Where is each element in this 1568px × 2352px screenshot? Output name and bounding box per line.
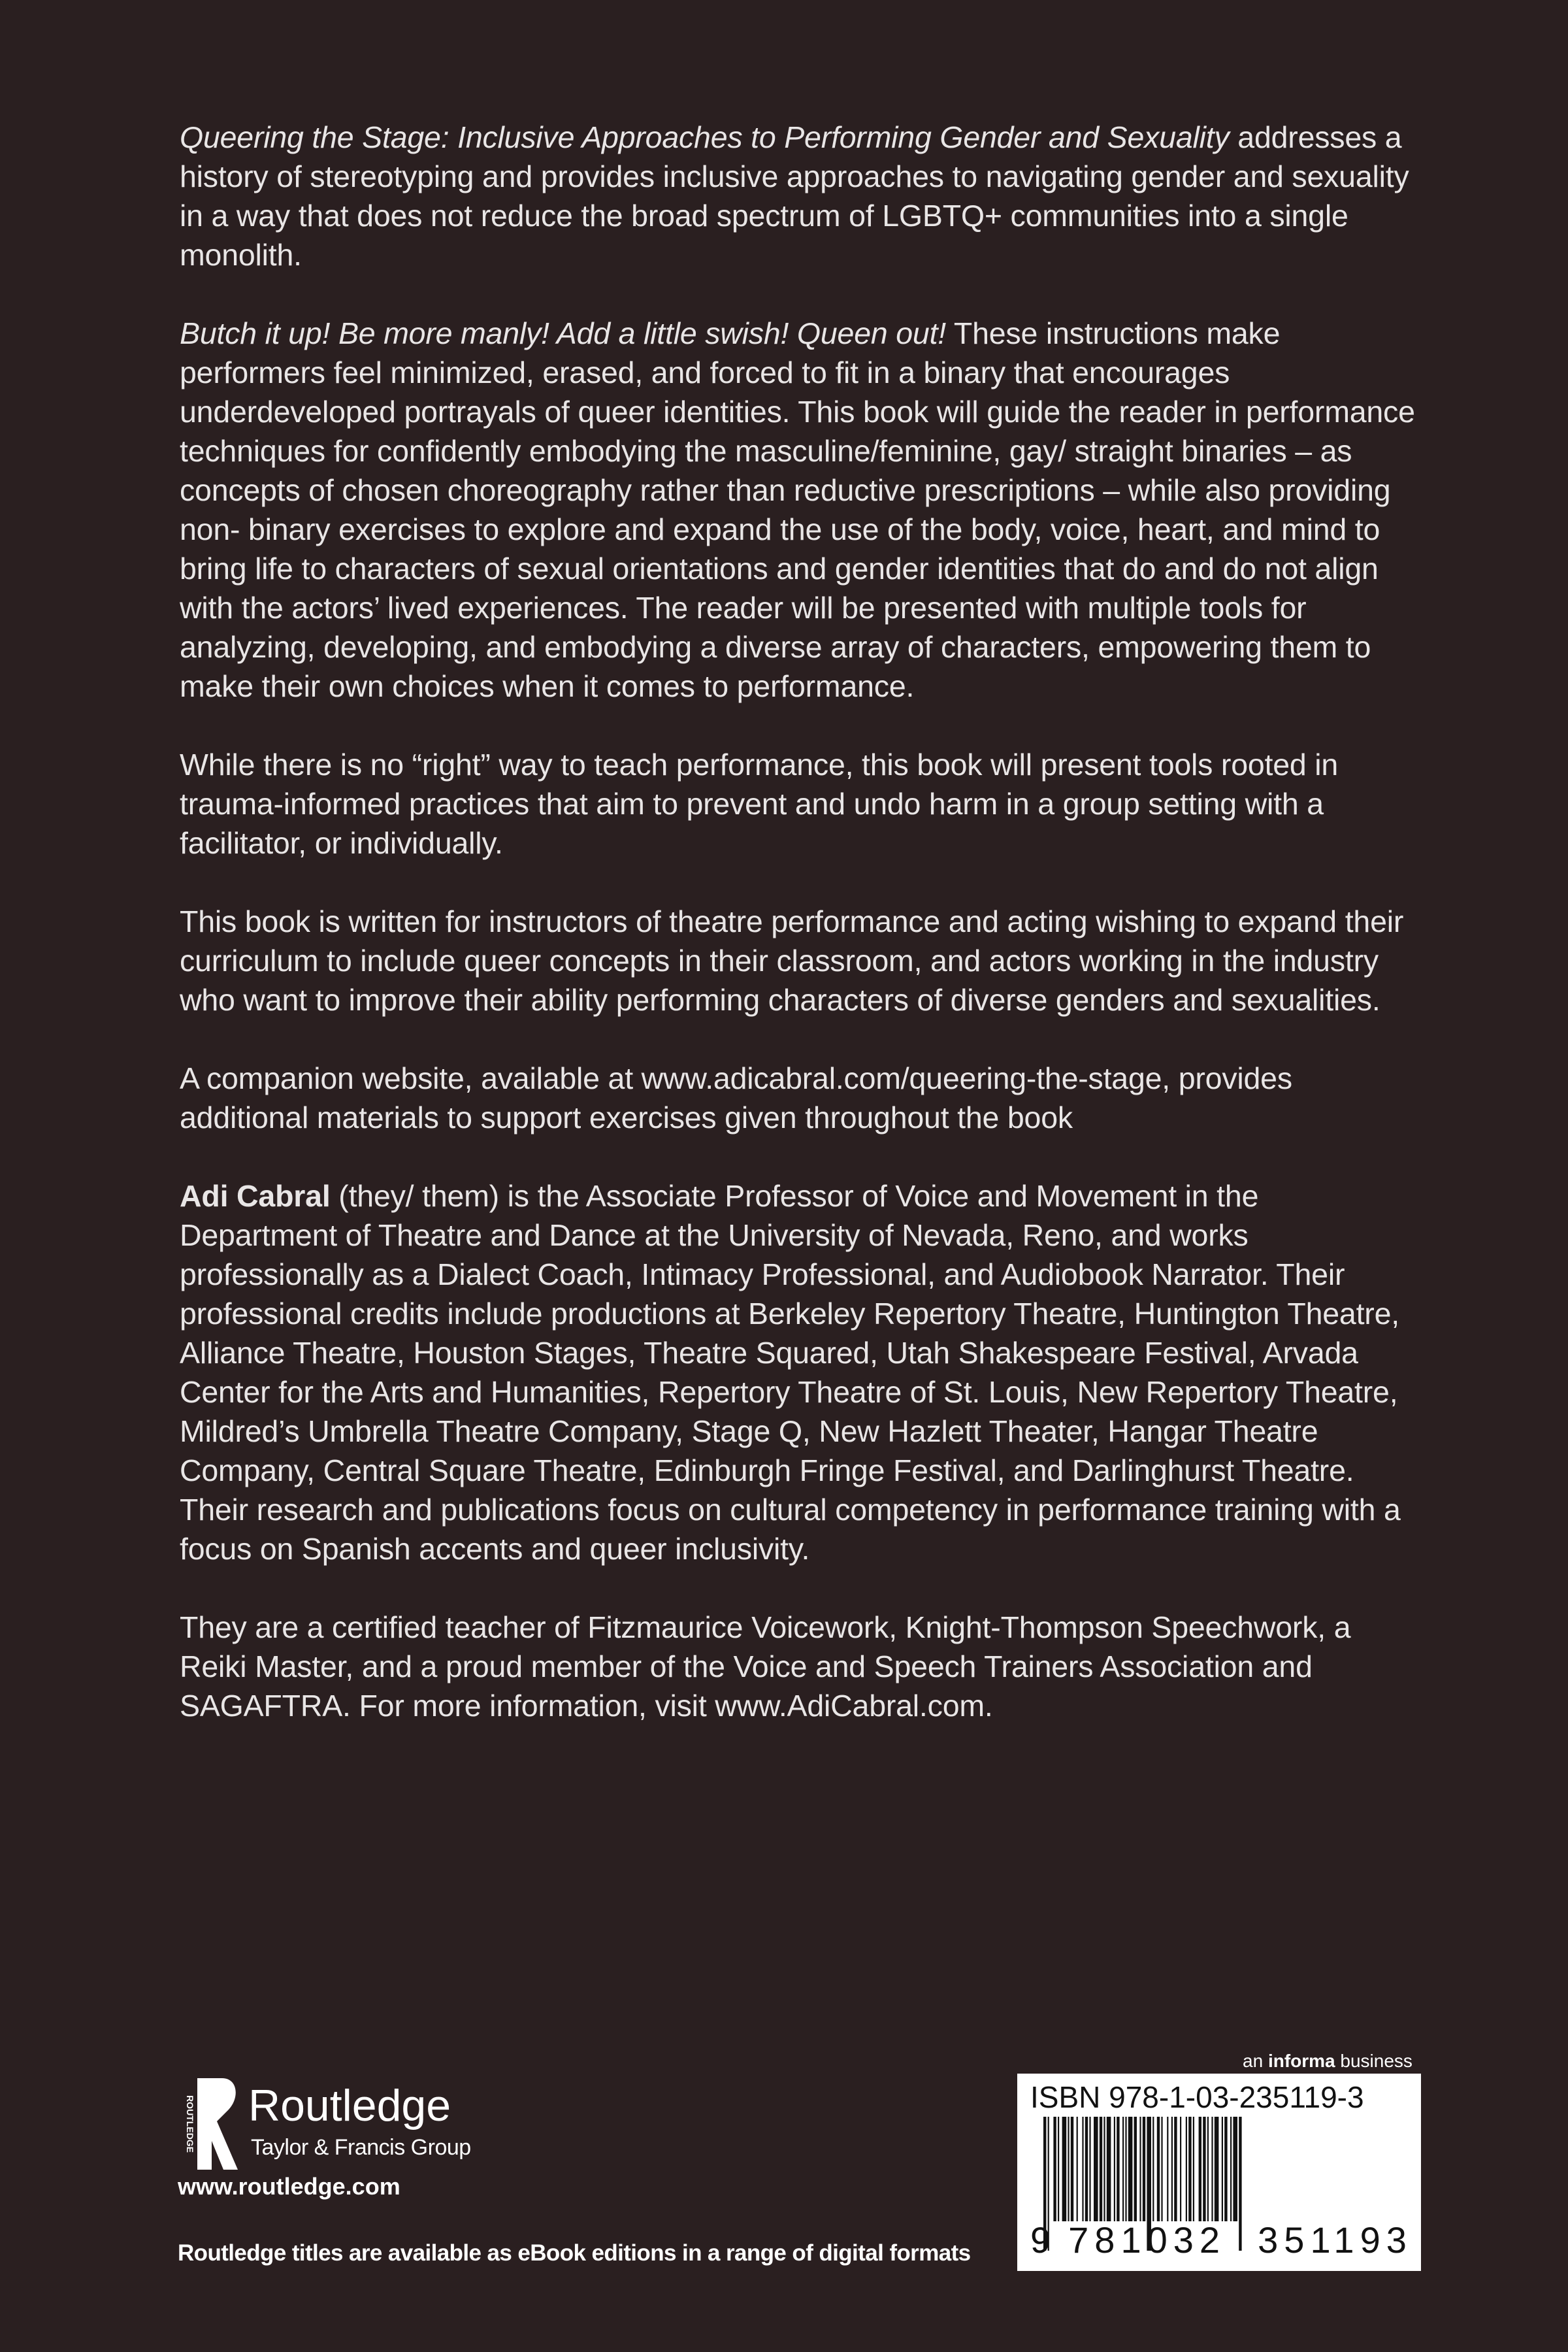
barcode-bar bbox=[1199, 2117, 1201, 2221]
barcode-bar bbox=[1222, 2117, 1223, 2221]
author-bio-text: (they/ them) is the Associate Professor of Voice and Movement in the Department of Theatre and Dance at the University of Nevada, Reno, and works professionally as a Dialect Coach, Intimacy Professional, and Audiobook Narrator. Their professional credits include productions at Berkeley Repertory Theatre, Huntington Theatre, Alliance Theatre, Houston Stages, Theatre Squared, Utah Shakespeare Festival, Arvada Center for the Arts and Humanities, Repertory Theatre of St. Louis, New Repertory Theatre, Mildred’s Umbrella Theatre Company, Stage Q, New Hazlett Theater, Hangar Theatre Company, Central Square Theatre, Edinburgh Fringe Festival, and Darlinghurst Theatre. Their research and publications focus on cultural competency in performance training with a focus on Spanish accents and queer inclusivity. bbox=[180, 1179, 1401, 1566]
barcode-bar bbox=[1171, 2117, 1173, 2221]
barcode-bar bbox=[1085, 2117, 1088, 2221]
barcode-bar bbox=[1167, 2117, 1168, 2221]
barcode-bar bbox=[1122, 2117, 1124, 2221]
barcode-bar bbox=[1077, 2117, 1078, 2221]
author-credentials-paragraph: They are a certified teacher of Fitzmaurice Voicework, Knight-Thompson Speechwork, a Reiki Master, and a proud member of the Voice and Speech Trainers Association and SAGAFTRA. For more information, visit www.AdiCabral.com. bbox=[180, 1610, 1351, 1723]
barcode-bar bbox=[1125, 2117, 1126, 2221]
book-title: Queering the Stage: Inclusive Approaches to Performing Gender and Sexuality bbox=[180, 120, 1230, 154]
barcode-bar bbox=[1089, 2117, 1090, 2221]
isbn-digits: 9 781032 351193 bbox=[1030, 2219, 1413, 2261]
publisher-name: Routledge bbox=[248, 2081, 451, 2130]
description-text: These instructions make performers feel minimized, erased, and forced to fit in a binary that encourages underdeveloped portrayals of queer identities. This book will guide the reader in performance techniques for confidently embodying the masculine/feminine, gay/ straight binaries – as concepts of chosen choreography rather than reductive prescriptions – while also providing non- binary exercises to explore and expand the use of the body, voice, heart, and mind to bring life to characters of sexual orientations and gender identities that do and do not align with the actors’ lived experiences. The reader will be presented with multiple tools for analyzing, developing, and embodying a diverse array of characters, empowering them to make their own choices when it comes to performance. bbox=[180, 316, 1415, 703]
barcode-bar bbox=[1174, 2117, 1177, 2221]
barcode-bar bbox=[1103, 2117, 1105, 2221]
barcode-bar bbox=[1186, 2117, 1187, 2221]
barcode-bar bbox=[1211, 2117, 1213, 2221]
barcode-bar bbox=[1233, 2117, 1237, 2221]
barcode-bar bbox=[1193, 2117, 1194, 2221]
informa-business-label: an informa business bbox=[1243, 2051, 1413, 2071]
svg-text:ROUTLEDGE: ROUTLEDGE bbox=[185, 2095, 195, 2153]
barcode-bar bbox=[1128, 2117, 1133, 2221]
barcode-bar bbox=[1117, 2117, 1119, 2221]
barcode-bar bbox=[1068, 2117, 1069, 2221]
audience-paragraph: This book is written for instructors of theatre performance and acting wishing to expand their curriculum to include queer concepts in their classroom, and actors working in the industry who want to improve their ability performing characters of diverse genders and sexualities. bbox=[180, 904, 1404, 1017]
barcode-bar bbox=[1134, 2117, 1137, 2221]
barcode-bar bbox=[1188, 2117, 1191, 2221]
barcode-bar bbox=[1161, 2117, 1162, 2221]
routledge-logo-icon bbox=[178, 2078, 240, 2170]
author-bio-paragraph bbox=[180, 1176, 1421, 1568]
barcode-bar bbox=[1094, 2117, 1098, 2221]
barcode-bar bbox=[1143, 2117, 1145, 2221]
barcode-bar bbox=[1207, 2117, 1209, 2221]
barcode-bar bbox=[1071, 2117, 1073, 2221]
publisher-url: www.routledge.com bbox=[178, 2173, 400, 2200]
isbn-barcode bbox=[1017, 2074, 1421, 2271]
companion-website-paragraph: A companion website, available at www.adicabral.com/queering-the-stage, provides additional materials to support exercises given throughout the book bbox=[180, 1061, 1292, 1135]
barcode-bar bbox=[1053, 2117, 1056, 2221]
barcode-bar bbox=[1152, 2117, 1154, 2221]
barcode-bar bbox=[1058, 2117, 1059, 2221]
intro-text: addresses a history of stereotyping and provides inclusive approaches to navigating gender and sexuality in a way that does not reduce the broad spectrum of LGBTQ+ communities into a single monolith. bbox=[180, 120, 1409, 272]
barcode-bar bbox=[1114, 2117, 1115, 2221]
description-paragraph bbox=[180, 314, 1421, 706]
barcode-bar bbox=[1230, 2117, 1232, 2221]
barcode-bar bbox=[1139, 2117, 1141, 2221]
barcode-bar bbox=[1203, 2117, 1205, 2221]
isbn-label: ISBN 978-1-03-235119-3 bbox=[1030, 2080, 1364, 2114]
instruction-quote: Butch it up! Be more manly! Add a little swish! Queen out! bbox=[180, 316, 947, 350]
barcode-bar bbox=[1062, 2117, 1067, 2221]
barcode-bar bbox=[1157, 2117, 1160, 2221]
author-name: Adi Cabral bbox=[180, 1179, 331, 1213]
barcode-bar bbox=[1180, 2117, 1181, 2221]
approach-paragraph: While there is no “right” way to teach performance, this book will present tools rooted in trauma-informed practices that aim to prevent and undo harm in a group setting with a facilitator, or individually. bbox=[180, 748, 1339, 860]
barcode-bar bbox=[1224, 2117, 1227, 2221]
barcode-bar bbox=[1107, 2117, 1111, 2221]
barcode-bar bbox=[1100, 2117, 1102, 2221]
back-cover-blurb bbox=[180, 118, 1421, 1764]
intro-paragraph bbox=[180, 118, 1421, 274]
barcode-bar bbox=[1215, 2117, 1219, 2221]
barcode-bar bbox=[1082, 2117, 1083, 2221]
ebook-note: Routledge titles are available as eBook editions in a range of digital formats bbox=[178, 2240, 971, 2266]
publisher-group: Taylor & Francis Group bbox=[251, 2135, 471, 2160]
